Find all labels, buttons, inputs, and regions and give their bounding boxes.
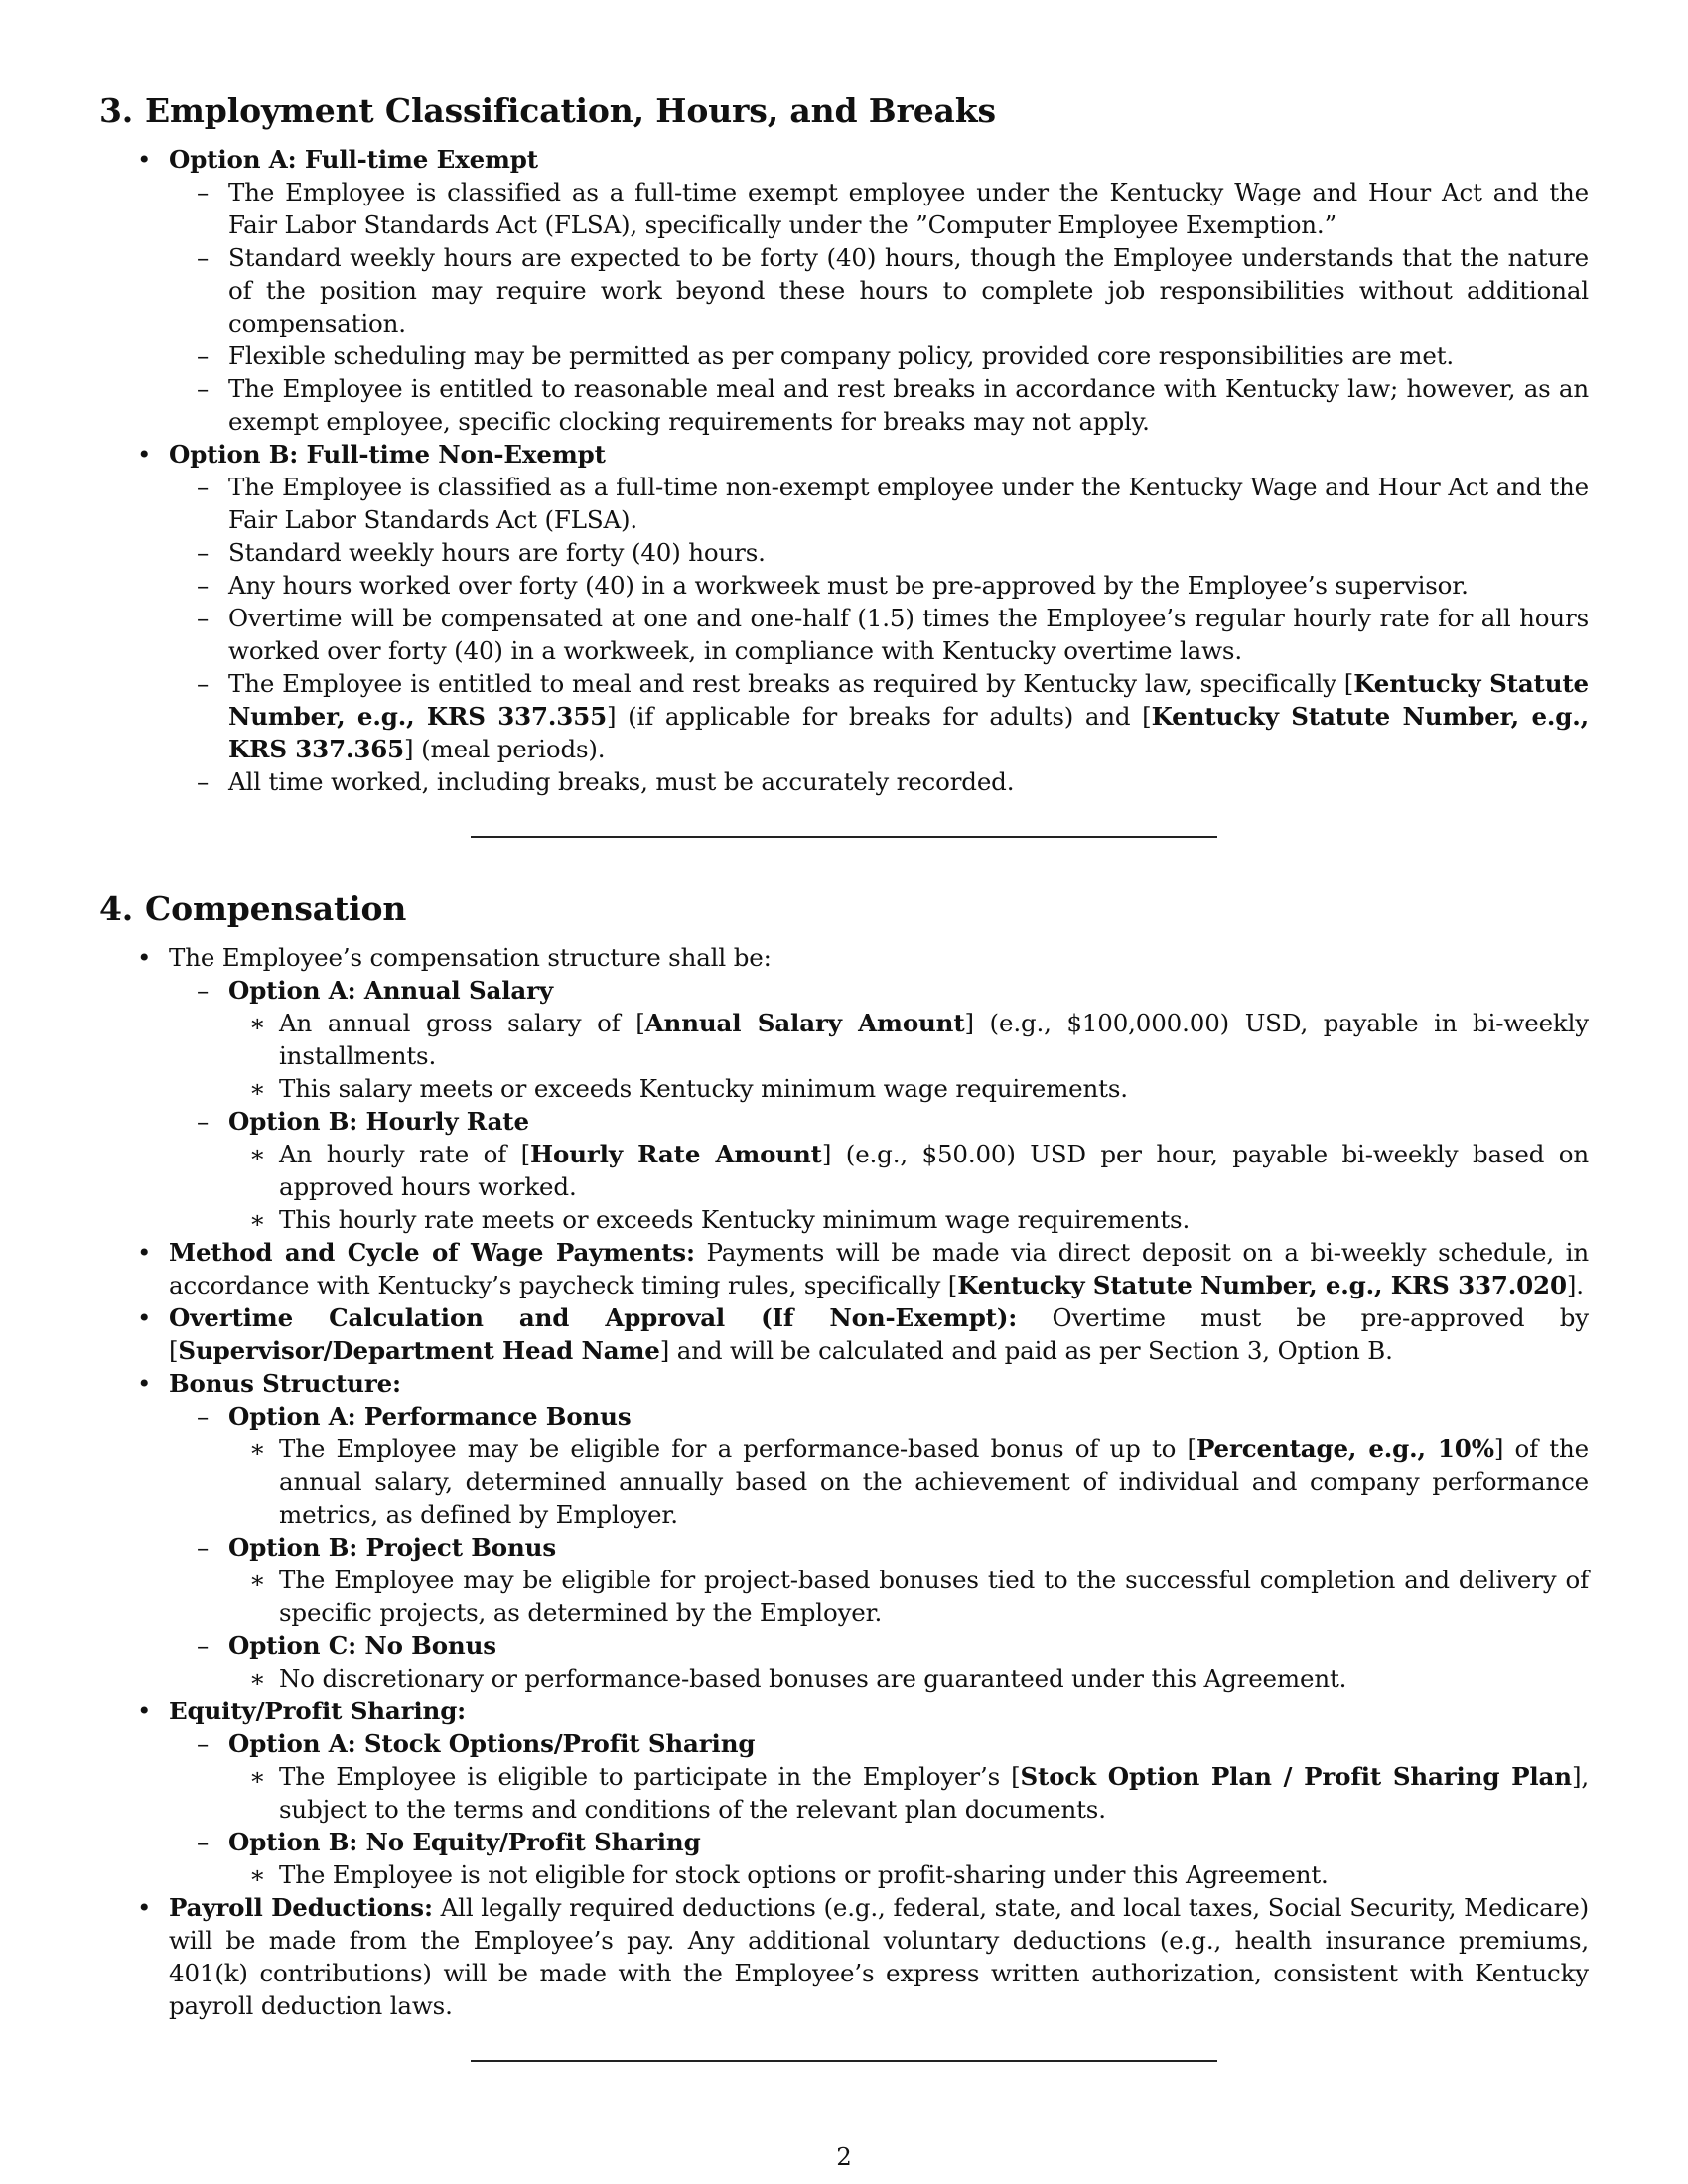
bonus-structure <box>99 1367 1589 1695</box>
option-label: Option A: Full-time Exempt <box>169 145 538 174</box>
section-3-heading <box>99 91 1589 131</box>
option-label: Option B: Hourly Rate <box>228 1107 529 1136</box>
intro-text: The Employee’s compensation structure shall be: <box>169 943 772 972</box>
equity-profit-sharing <box>99 1695 1589 1891</box>
section-number: 3. <box>99 91 134 130</box>
page-number: 2 <box>836 2142 852 2171</box>
list-item: ∗ This hourly rate meets or exceeds Kentucky minimum wage requirements. <box>228 1203 1589 1236</box>
option-stock-options <box>169 1727 1589 1826</box>
list-item <box>228 1138 1589 1203</box>
section-4-heading <box>99 889 1589 929</box>
placeholder: Supervisor/Department Head Name <box>178 1336 660 1365</box>
placeholder: Hourly Rate Amount <box>530 1140 822 1168</box>
list-item-breaks <box>169 667 1589 765</box>
compensation-structure <box>99 941 1589 1236</box>
option-hourly-rate <box>169 1105 1589 1236</box>
horizontal-divider <box>471 836 1217 838</box>
list-item: ∗ The Employee may be eligible for project-based bonuses tied to the successful completion and delivery of specific projects, as determined by the Employer. <box>228 1564 1589 1629</box>
option-performance-bonus <box>169 1400 1589 1531</box>
option-label: Option B: No Equity/Profit Sharing <box>228 1828 701 1856</box>
horizontal-divider <box>471 2060 1217 2062</box>
text: All legally required deductions (e.g., federal, state, and local taxes, Social Security, Medicare) will be made from the Employee’s pay. Any additional voluntary deductions (e.g., health insurance premiums, 401(k) contributions) will be made with the Employee’s express written authorization, consistent with Kentucky payroll deduction laws. <box>169 1893 1590 2020</box>
option-label: Option B: Full-time Non-Exempt <box>169 440 606 469</box>
placeholder: Kentucky Statute Number, e.g., KRS 337.020 <box>957 1271 1567 1299</box>
list-item: ∗ This salary meets or exceeds Kentucky minimum wage requirements. <box>228 1072 1589 1105</box>
section-title: Compensation <box>145 889 407 928</box>
text: Payments will be made via direct deposit on a bi-weekly schedule, in accordance with Kentucky’s paycheck timing rules, specifically [ <box>169 1238 1589 1299</box>
option-label: Option A: Stock Options/Profit Sharing <box>228 1729 756 1758</box>
list-item: – Any hours worked over forty (40) in a workweek must be pre-approved by the Employee’s supervisor. <box>169 569 1589 602</box>
section-4-list <box>99 941 1589 2022</box>
text: An annual gross salary of [ <box>279 1009 645 1037</box>
document-page <box>99 91 1589 2062</box>
overtime-approval <box>99 1301 1589 1367</box>
text: ] of the annual salary, determined annually based on the achievement of individual and company performance metrics, as defined by Employer. <box>279 1434 1589 1529</box>
list-item: – The Employee is classified as a full-time non-exempt employee under the Kentucky Wage and Hour Act and the Fair Labor Standards Act (FLSA). <box>169 471 1589 536</box>
option-annual-salary <box>169 974 1589 1105</box>
statute-placeholder: Kentucky Statute Number, e.g., KRS 337.365 <box>228 702 1590 763</box>
placeholder: Stock Option Plan / Profit Sharing Plan <box>1020 1762 1572 1791</box>
section-3-list <box>99 143 1589 798</box>
item-label: Equity/Profit Sharing: <box>169 1697 467 1725</box>
placeholder: Annual Salary Amount <box>644 1009 965 1037</box>
list-item: – Overtime will be compensated at one and one-half (1.5) times the Employee’s regular hourly rate for all hours worked over forty (40) in a workweek, in compliance with Kentucky overtime laws. <box>169 602 1589 667</box>
list-item: – Standard weekly hours are expected to be forty (40) hours, though the Employee understands that the nature of the position may require work beyond these hours to complete job responsibilities without additional compensation. <box>169 241 1589 340</box>
section-title: Employment Classification, Hours, and Breaks <box>145 91 996 130</box>
statute-placeholder: Kentucky Statute Number, e.g., KRS 337.355 <box>228 669 1589 731</box>
list-item: – Standard weekly hours are forty (40) hours. <box>169 536 1589 569</box>
section-number: 4. <box>99 889 134 928</box>
text: The Employee is entitled to meal and rest breaks as required by Kentucky law, specifically [ <box>228 669 1354 698</box>
item-label: Overtime Calculation and Approval (If Non-Exempt): <box>169 1303 1018 1332</box>
text: ] (e.g., $50.00) USD per hour, payable bi-weekly based on approved hours worked. <box>279 1140 1590 1201</box>
text: ] (if applicable for breaks for adults) and [ <box>607 702 1152 731</box>
text: ] (e.g., $100,000.00) USD, payable in bi-weekly installments. <box>279 1009 1589 1070</box>
option-b-non-exempt <box>99 438 1589 798</box>
item-label: Method and Cycle of Wage Payments: <box>169 1238 695 1267</box>
item-label: Payroll Deductions: <box>169 1893 433 1922</box>
option-label: Option A: Annual Salary <box>228 976 553 1005</box>
text: Overtime must be pre-approved by [ <box>169 1303 1590 1365</box>
list-item: ∗ The Employee is not eligible for stock options or profit-sharing under this Agreement. <box>228 1858 1589 1891</box>
text: An hourly rate of [ <box>279 1140 531 1168</box>
text: ]. <box>1566 1271 1584 1299</box>
option-no-equity <box>169 1826 1589 1891</box>
list-item <box>228 1760 1589 1826</box>
list-item: ∗ No discretionary or performance-based bonuses are guaranteed under this Agreement. <box>228 1662 1589 1695</box>
text: ] (meal periods). <box>404 735 606 763</box>
list-item: – The Employee is classified as a full-time exempt employee under the Kentucky Wage and Hour Act and the Fair Labor Standards Act (FLSA), specifically under the ”Computer Employee Exemption.” <box>169 176 1589 241</box>
list-item: – Flexible scheduling may be permitted as per company policy, provided core responsibilities are met. <box>169 340 1589 372</box>
option-no-bonus <box>169 1629 1589 1695</box>
text: The Employee may be eligible for a performance-based bonus of up to [ <box>279 1434 1196 1463</box>
text: ], subject to the terms and conditions of the relevant plan documents. <box>279 1762 1589 1824</box>
option-project-bonus <box>169 1531 1589 1629</box>
item-label: Bonus Structure: <box>169 1369 401 1398</box>
placeholder: Percentage, e.g., 10% <box>1196 1434 1494 1463</box>
list-item <box>228 1007 1589 1072</box>
option-label: Option B: Project Bonus <box>228 1533 556 1562</box>
wage-payment-method <box>99 1236 1589 1301</box>
text: ] and will be calculated and paid as per Section 3, Option B. <box>659 1336 1393 1365</box>
option-label: Option A: Performance Bonus <box>228 1402 632 1431</box>
list-item: – The Employee is entitled to reasonable meal and rest breaks in accordance with Kentucky law; however, as an exempt employee, specific clocking requirements for breaks may not apply. <box>169 372 1589 438</box>
text: The Employee is eligible to participate in the Employer’s [ <box>279 1762 1021 1791</box>
list-item: – All time worked, including breaks, must be accurately recorded. <box>169 765 1589 798</box>
option-label: Option C: No Bonus <box>228 1631 496 1660</box>
payroll-deductions <box>99 1891 1589 2022</box>
list-item <box>228 1433 1589 1531</box>
option-a-exempt <box>99 143 1589 438</box>
